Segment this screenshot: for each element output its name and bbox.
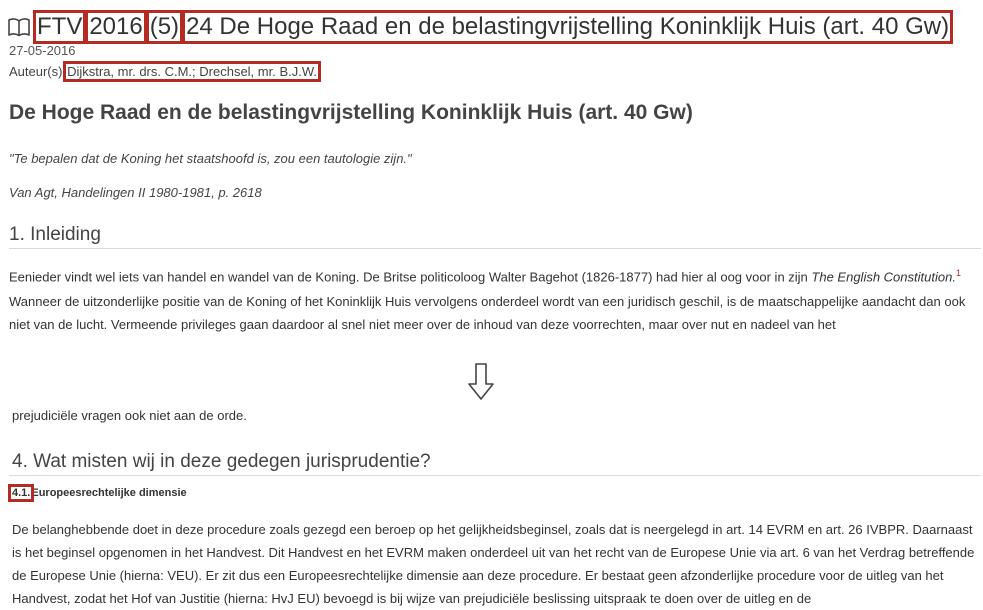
journal-name[interactable]: FTV (37, 13, 83, 40)
section-1-title: 1. Inleiding (9, 224, 101, 245)
article-title[interactable]: 24 De Hoge Raad en de belastingvrijstelling Koninklijk Huis (art. 40 Gw) (186, 13, 950, 40)
section-divider (9, 248, 981, 249)
publication-date: 27-05-2016 (9, 43, 76, 58)
article-heading: De Hoge Raad en de belastingvrijstelling Koninklijk Huis (art. 40 Gw) (9, 101, 693, 124)
book-icon (8, 17, 30, 37)
journal-issue[interactable]: (5) (149, 13, 180, 40)
section-4-title: 4. Wat misten wij in deze gedegen jurisprudentie? (12, 451, 431, 472)
subsection-heading (11, 487, 187, 499)
arrow-down-icon (467, 362, 495, 402)
paragraph: De belanghebbende doet in deze procedure zoals gezegd een beroep op het gelijkheidsbeginsel, zoals dat is neergelegd in art. 14 EVRM en art. 26 IVBPR. Daarnaast is het beginsel opgenomen in het Handvest. Dit Handvest en het EVRM maken onderdeel uit van het recht van de Europese Unie via art. 6 van het Verdrag betreffende de Europese Unie (hierna: VEU). Er zit dus een Europeesrechtelijke dimensie aan deze procedure. Er bestaat geen afzonderlijke procedure voor de uitleg van het Handvest, zodat het Hof van Justitie (hierna: HvJ EU) bevoegd is bij wijze van prejudiciële beslissing uitspraak te doen over de uitleg en de (12, 522, 975, 606)
paragraph: Eenieder vindt wel iets van handel en wandel van de Koning. De Britse politicoloog Walter Bagehot (1826-1877) had hier al oog voor in zijn The English Constitution.$^1$ (9, 268, 961, 285)
footnote-link[interactable]: 1 (955, 268, 961, 278)
subsection-title: Europeesrechtelijke dimensie (31, 487, 187, 499)
section-4-body (12, 518, 978, 606)
author-names[interactable]: Dijkstra, mr. drs. C.M.; Drechsel, mr. B.J.W. (67, 64, 318, 79)
paragraph: Wanneer de uitzonderlijke positie van de Koning of het Koninklijk Huis vervolgens onderdeel wordt van een juridisch geschil, is de maatschappelijke aandacht dan ook niet van de lucht. Vermeende privileges gaan daardoor al snel niet meer over de inhoud van deze voorrechten, maar over nut en nadeel van het (9, 294, 966, 333)
authors-label: Auteur(s) (9, 64, 63, 79)
authors-line (9, 64, 318, 79)
section-1-body (9, 262, 973, 346)
book-title: The English Constitution. (811, 269, 956, 285)
journal-year[interactable]: 2016 (89, 13, 143, 40)
continued-text-wrap (12, 408, 972, 429)
continued-text: prejudiciële vragen ook niet aan de orde. (12, 408, 247, 423)
epigraph-source: Van Agt, Handelingen II 1980-1981, p. 2618 (9, 185, 262, 200)
subsection-number[interactable]: 4.1. (12, 487, 31, 499)
epigraph-quote: "Te bepalen dat de Koning het staatshoofd is, zou een tautologie zijn." (9, 151, 412, 166)
section-divider (9, 475, 981, 476)
document-title-row (8, 10, 950, 44)
